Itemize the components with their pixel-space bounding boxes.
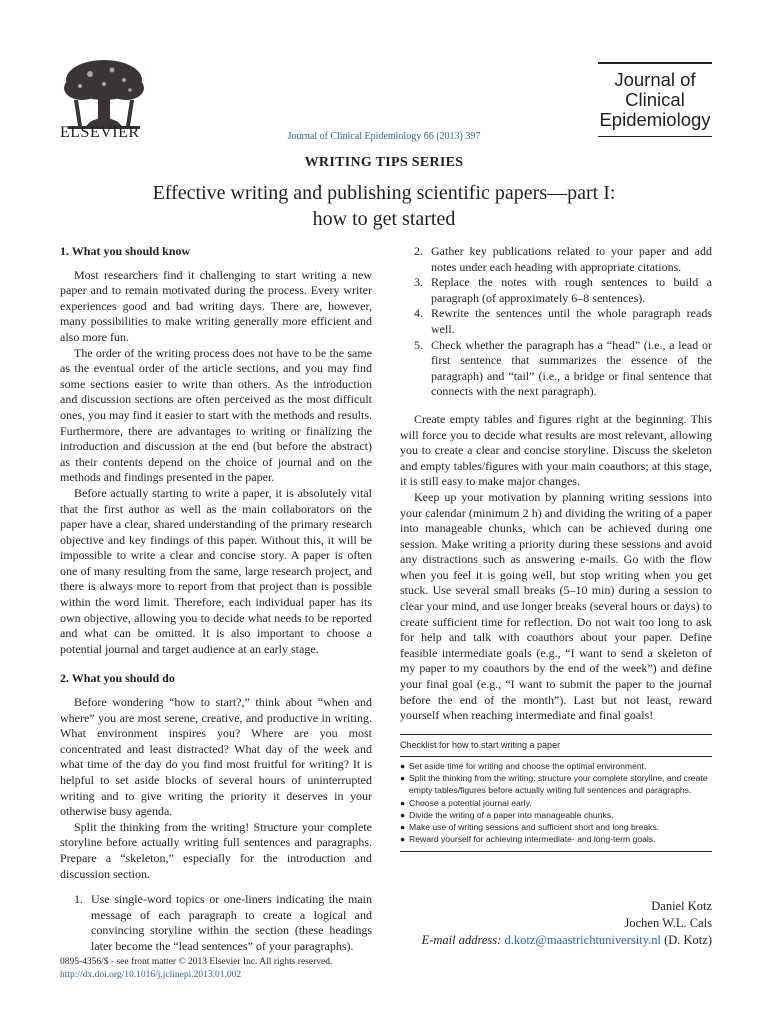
author-name: Daniel Kotz xyxy=(651,899,712,913)
bullet-icon: ● xyxy=(400,773,406,784)
email-label: E-mail address: xyxy=(421,933,502,947)
journal-title-line: Journal of xyxy=(614,69,696,90)
body-paragraph: The order of the writing process does not have to be the same as the eventual order of the article sections, and you may find some sections easier to write than others. As the introduction and discussion sections are often perceived as the most difficult ones, you may find it easier to start with the methods and results. Furthermore, there are advantages to writing or finalizing the introduction and discussion at the end (but before the abstract) as their contents depend on the choice of journal and on the methods and findings presented in the paper. xyxy=(60,345,372,485)
list-number: 4. xyxy=(414,306,423,321)
checklist-item-text: Reward yourself for achieving intermediate- and long-term goals. xyxy=(409,834,656,845)
checklist-item xyxy=(400,772,712,796)
article-title-line: Effective writing and publishing scientific papers—part I: xyxy=(152,182,616,204)
body-paragraph: Most researchers find it challenging to start writing a new paper and to remain motivated during the process. Every writer experiences good and bad writing days. There are, however, many possibilities to make writing generally more efficient and also more fun. xyxy=(60,267,372,344)
journal-title-line: Clinical xyxy=(625,89,685,110)
checklist-title: Checklist for how to start writing a paper xyxy=(400,740,561,750)
journal-title-line: Epidemiology xyxy=(599,109,711,130)
author-name: Jochen W.L. Cals xyxy=(624,916,712,930)
elsevier-tree-logo xyxy=(60,56,148,132)
checklist-item xyxy=(400,760,712,772)
list-text: Gather key publications related to your paper and add notes under each heading with appropriate citations. xyxy=(431,244,712,274)
series-label: WRITING TIPS SERIES xyxy=(304,155,464,170)
article-title xyxy=(0,180,768,232)
body-paragraph: Keep up your motivation by planning writing sessions into your calendar (minimum 2 h) and dividing the writing of a paper into manageable chunks, which can be achieved during one session. Make writing a priority during these sessions and avoid any distractions such as answering e-mails. Go with the flow when you feel it is going well, but stop writing when you get stuck. Use several small breaks (5–10 min) during a session to clear your mind, and use longer breaks (several hours or days) to create sufficient time for reflection. Do not wait too long to ask for help and talk with coauthors about your paper. Define feasible intermediate goals (e.g., “I want to send a skeleton of my paper to my coauthors by the end of the week”) and define your final goal (e.g., “I want to submit the paper to the journal before the end of the month”). Last but not least, reward yourself when reaching intermediate and final goals! xyxy=(400,489,712,723)
steps-list xyxy=(60,892,372,954)
list-item xyxy=(400,244,712,275)
checklist-item xyxy=(400,809,712,821)
list-item xyxy=(60,892,372,954)
email-link[interactable]: d.kotz@maastrichtuniversity.nl xyxy=(504,933,661,947)
list-number: 3. xyxy=(414,275,423,290)
article-title-line: how to get started xyxy=(312,208,456,230)
list-item xyxy=(400,275,712,306)
author-email-line xyxy=(422,932,712,949)
list-text: Use single-word topics or one-liners indicating the main message of each paragraph to create a logical and convincing storyline within the section (these headings later become the “lead sentences” of your paragraphs). xyxy=(91,892,372,953)
journal-title-box xyxy=(598,62,712,137)
section-heading: 2. What you should do xyxy=(60,671,175,686)
checklist-list xyxy=(400,760,712,845)
author-block xyxy=(422,898,712,949)
copyright-notice: 0895-4356/$ - see front matter © 2013 Elsevier Inc. All rights reserved. xyxy=(60,957,333,967)
checklist-item-text: Divide the writing of a paper into manageable chunks. xyxy=(409,809,614,820)
email-suffix: (D. Kotz) xyxy=(664,933,712,947)
bullet-icon: ● xyxy=(400,761,406,771)
doi-link[interactable]: http://dx.doi.org/10.1016/j.jclinepi.2013.01.002 xyxy=(60,970,242,980)
list-text: Check whether the paragraph has a “head” (i.e., a lead or first sentence that summarizes the essence of the paragraph) and “tail” (i.e., a bridge or final sentence that connects with the next paragraph). xyxy=(431,337,712,399)
body-paragraph: Before actually starting to write a paper, it is absolutely vital that the first author as well as the main collaborators on the paper have a clear, shared understanding of the primary research objective and key findings of this paper. Without this, it will be impossible to write a clear and concise story. A paper is often one of many resulting from the same, large research project, and there is always more to report from that project than is possible within the word limit. Therefore, each individual paper has its own objective, allowing you to decide what needs to be reported and what can be omitted. It is also important to choose a potential journal and target audience at an early stage. xyxy=(60,485,372,656)
journal-citation[interactable]: Journal of Clinical Epidemiology 66 (2013) 397 xyxy=(287,131,481,142)
checklist-item-text: Choose a potential journal early. xyxy=(409,797,532,808)
bullet-icon: ● xyxy=(400,834,406,845)
left-column xyxy=(60,244,372,955)
checklist-item xyxy=(400,797,712,809)
list-number: 1. xyxy=(74,892,83,907)
body-paragraph: Before wondering “how to start?,” think about “when and where” you are most serene, creative, and productive in writing. What environment inspires you? Where are you most concentrated and least distracted? What day of the week and what time of the day do you find most fruitful for writing? It is helpful to set aside blocks of several hours of uninterrupted writing and to give writing the priority it deserves in your otherwise busy agenda. xyxy=(60,695,372,819)
list-number: 5. xyxy=(414,337,423,352)
right-column xyxy=(400,244,712,724)
list-item xyxy=(400,306,712,337)
footer xyxy=(60,956,332,982)
body-paragraph: Create empty tables and figures right at the beginning. This will force you to decide what results are most relevant, allowing you to create a clear and concise storyline. Discuss the skeleton and empty tables/figures with your main coauthors; at this stage, it is still easy to make major changes. xyxy=(400,411,712,489)
section-heading: 1. What you should know xyxy=(60,244,191,258)
bullet-icon: ● xyxy=(400,822,406,833)
list-item xyxy=(400,338,712,400)
list-text: Rewrite the sentences until the whole paragraph reads well. xyxy=(431,306,712,336)
list-number: 2. xyxy=(414,244,423,258)
bullet-icon: ● xyxy=(400,797,406,808)
list-text: Replace the notes with rough sentences to build a paragraph (of approximately 6–8 sentences). xyxy=(431,275,712,305)
bullet-icon: ● xyxy=(400,809,406,820)
steps-list-continued xyxy=(400,244,712,400)
publisher-name: ELSEVIER xyxy=(60,124,140,141)
checklist-item-text: Set aside time for writing and choose the optimal environment. xyxy=(409,761,647,771)
checklist-item xyxy=(400,833,712,845)
checklist-divider xyxy=(400,756,712,757)
checklist-item-text: Split the thinking from the writing: structure your complete storyline, and create empty tables/figures before actually writing full sentences and paragraphs. xyxy=(409,773,708,796)
checklist-box xyxy=(400,734,712,852)
checklist-item-text: Make use of writing sessions and sufficient short and long breaks. xyxy=(409,822,660,833)
journal-title xyxy=(599,70,710,130)
body-paragraph: Split the thinking from the writing! Structure your complete storyline before actually writing full sentences and paragraphs. Prepare a “skeleton,” especially for the introduction and discussion section. xyxy=(60,819,372,881)
checklist-item xyxy=(400,821,712,833)
